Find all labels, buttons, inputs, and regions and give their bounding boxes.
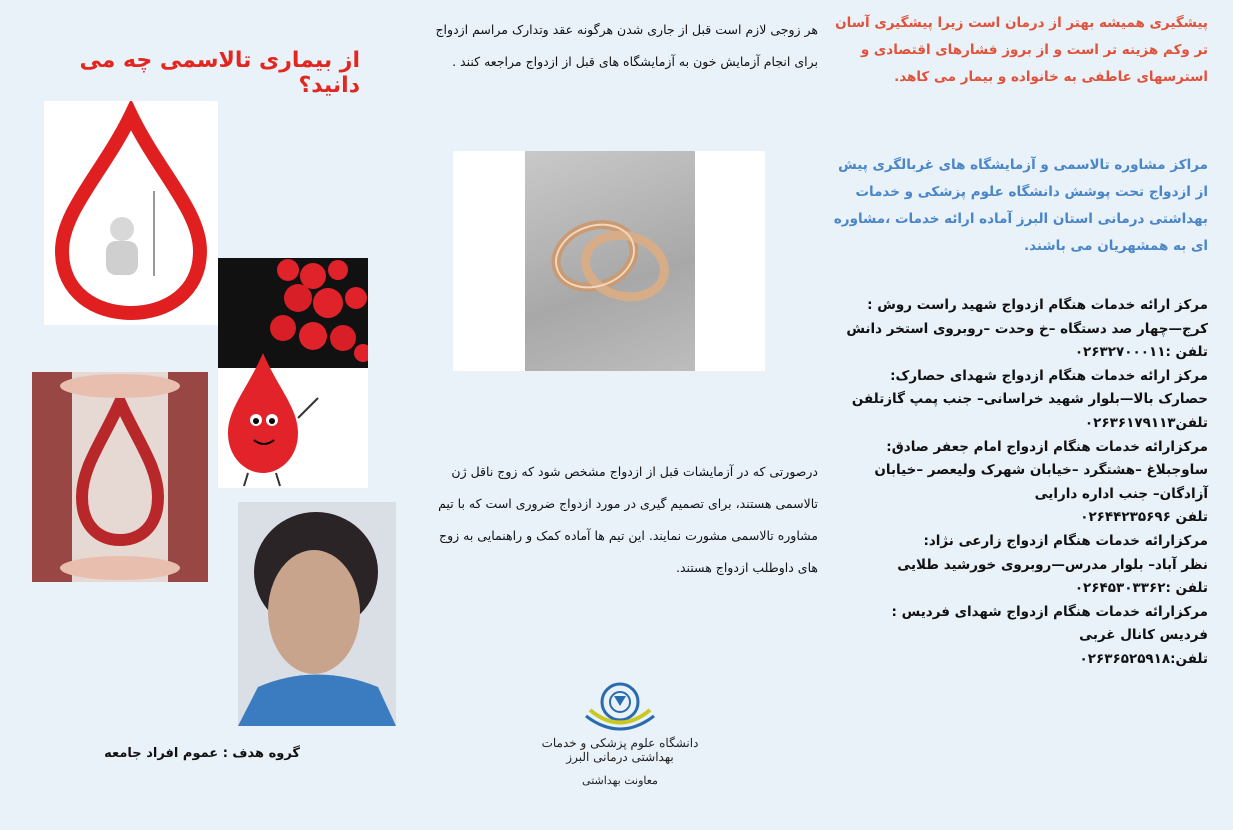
- wedding-rings-photo: [453, 151, 765, 371]
- service-centers-list: [832, 294, 1208, 672]
- center-2-heading: مرکز ارائه خدمات هنگام ازدواج شهدای حصارک:: [890, 367, 1208, 384]
- prevention-paragraph: پیشگیری همیشه بهتر از درمان است زیرا پیشگیری آسان تر وکم هزینه تر است و از بروز فشارهای اقتصادی و استرسهای عاطفی به خانواده و بیمار می کاهد.: [835, 15, 1208, 85]
- center-4-phone: تلفن :۰۲۶۴۵۳۰۳۳۶۲: [1074, 580, 1208, 597]
- red-blood-cells-mascot-image: [218, 258, 368, 488]
- center-5-heading: مرکزارائه خدمات هنگام ازدواج شهدای فردیس :: [891, 603, 1208, 620]
- logo-emblem-icon: [520, 680, 720, 740]
- rings-illustration: [525, 151, 695, 371]
- center-5-address: فردیس کانال غربی: [1079, 627, 1208, 644]
- center-3-phone: تلفن ۰۲۶۴۴۲۳۵۶۹۶: [1080, 509, 1208, 526]
- hands-blood-drop-image: [32, 372, 208, 582]
- center-1-phone: تلفن :۰۲۶۳۲۷۰۰۰۱۱: [1074, 344, 1208, 361]
- center-1-address: کرج—چهار صد دستگاه –خ وحدت –روبروی استخر دانش: [846, 320, 1208, 337]
- blood-drop-child-image: [44, 101, 218, 325]
- counseling-paragraph: مراکز مشاوره تالاسمی و آزمایشگاه های غربالگری پیش از ازدواج تحت پوشش دانشگاه علوم پزشکی و خدمات بهداشتی درمانی استان البرز آماده ارائه خدمات ،مشاوره ای به همشهریان می باشند.: [833, 157, 1208, 254]
- center-2-phone: تلفن۰۲۶۳۶۱۷۹۱۱۳: [1084, 414, 1208, 431]
- blood-drop-icon: [44, 101, 218, 325]
- patient-portrait-icon: [238, 502, 396, 726]
- center-5-phone: تلفن:۰۲۶۳۶۵۲۵۹۱۸: [1079, 650, 1208, 667]
- center-3-address-cont: آزادگان– جنب اداره دارایی: [1034, 485, 1208, 502]
- thalassemia-patient-photo: [238, 502, 396, 726]
- target-group-label: گروه هدف : عموم افراد جامعه: [104, 746, 300, 761]
- premarital-test-paragraph: هر زوجی لازم است قبل از جاری شدن هرگونه عقد وتدارک مراسم ازدواج برای انجام آزمایش خون به آزمایشگاه های قبل از ازدواج مراجعه کنند .: [435, 22, 818, 69]
- center-2-address: حصارک بالا—بلوار شهید خراسانی– جنب پمپ گازتلفن: [851, 391, 1208, 408]
- logo-department-name: معاونت بهداشتی: [582, 774, 658, 787]
- center-1-heading: مرکز ارائه خدمات هنگام ازدواج شهید راست روش :: [867, 297, 1208, 313]
- center-4-heading: مرکزارائه خدمات هنگام ازدواج زارعی نژاد:: [923, 532, 1208, 549]
- blood-drop-mascot-icon: [218, 348, 368, 488]
- carrier-counseling-paragraph: درصورتی که در آزمایشات قبل از ازدواج مشخص شود که زوج ناقل ژن تالاسمی هستند، برای تصمیم گیری در مورد ازدواج ضروری است که با تیم مشاوره تالاسمی مشورت نمایند. این تیم ها آماده کمک و راهنمایی به زوج های داوطلب ازدواج هستند.: [438, 464, 818, 575]
- center-4-address: نظر آباد– بلوار مدرس—روبروی خورشید طلایی: [897, 556, 1208, 573]
- center-3-address: ساوجبلاغ –هشتگرد –خیابان شهرک ولیعصر –خیابان: [874, 462, 1208, 479]
- center-3-heading: مرکزارائه خدمات هنگام ازدواج امام جعفر صادق:: [886, 438, 1208, 455]
- hands-drop-icon: [32, 372, 208, 582]
- brochure-title: از بیماری تالاسمی چه می دانید؟: [79, 48, 360, 98]
- logo-university-name: دانشگاه علوم پزشکی و خدمات بهداشتی درمانی البرز: [541, 736, 699, 764]
